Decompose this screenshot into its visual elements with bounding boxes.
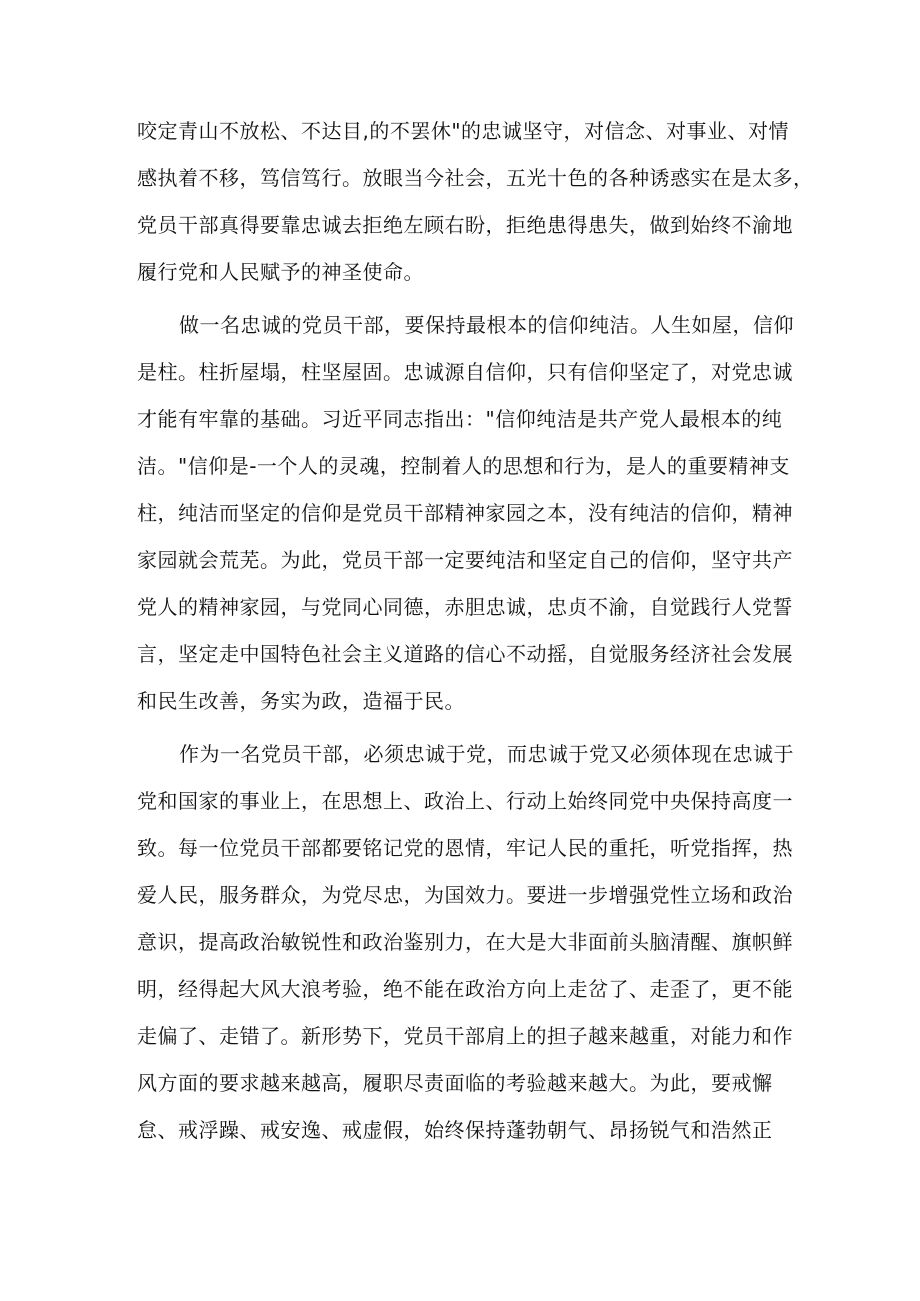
text-line: 家园就会荒芜。为此，党员干部一定要纯洁和坚定自己的信仰，坚守共产 — [137, 548, 793, 572]
text-line: 才能有牢靠的基础。习近平同志指出："信仰纯洁是共产党人最根本的纯 — [137, 407, 783, 431]
text-line: 党员干部真得要靠忠诚去拒绝左顾右盼，拒绝患得患失，做到始终不渝地 — [137, 213, 793, 237]
text-line: 意识，提高政治敏锐性和政治鉴别力，在大是大非面前头脑清醒、旗帜鲜 — [137, 930, 793, 954]
text-line: 言，坚定走中国特色社会主义道路的信心不动摇，自觉服务经济社会发展 — [137, 642, 793, 666]
text-line: 党人的精神家园，与党同心同德，赤胆忠诚，忠贞不渝，自觉践行人党誓 — [137, 595, 793, 619]
text-line: 爱人民，服务群众，为党尽忠，为国效力。要进一步增强党性立场和政治 — [137, 883, 793, 907]
text-line: 洁。"信仰是-一个人的灵魂，控制着人的思想和行为，是人的重要精神支 — [137, 454, 790, 478]
text-line: 柱，纯洁而坚定的信仰是党员干部精神家园之本，没有纯洁的信仰，精神 — [137, 501, 793, 525]
paragraph-2 — [137, 302, 794, 725]
text-line: 履行党和人民赋予的神圣使命。 — [137, 260, 424, 284]
text-line: 党和国家的事业上，在思想上、政治上、行动上始终同党中央保持高度一 — [137, 789, 793, 813]
body-text — [137, 108, 814, 1154]
paragraph-3 — [137, 731, 794, 1154]
text-line: 和民生改善，务实为政，造福于民。 — [137, 689, 465, 713]
text-line: 感执着不移，笃信笃行。放眼当今社会，五光十色的各种诱惑实在是太多， — [137, 166, 814, 190]
text-line: 怠、戒浮躁、戒安逸、戒虚假，始终保持蓬勃朝气、昂扬锐气和浩然正 — [137, 1118, 773, 1142]
text-line: 风方面的要求越来越高，履职尽责面临的考验越来越大。为此，要戒懈 — [137, 1071, 773, 1095]
text-line: 做一名忠诚的党员干部，要保持最根本的信仰纯洁。人生如屋，信仰 — [179, 313, 794, 337]
text-line: 咬定青山不放松、不达目,的不罢休"的忠诚坚守，对信念、对事业、对情 — [137, 119, 790, 143]
text-line: 明，经得起大风大浪考验，绝不能在政治方向上走岔了、走歪了，更不能 — [137, 977, 793, 1001]
text-line: 作为一名党员干部，必须忠诚于党，而忠诚于党又必须体现在忠诚于 — [179, 742, 794, 766]
text-line: 是柱。柱折屋塌，柱坚屋固。忠诚源自信仰，只有信仰坚定了，对党忠诚 — [137, 360, 793, 384]
text-line: 走偏了、走错了。新形势下，党员干部肩上的担子越来越重，对能力和作 — [137, 1024, 793, 1048]
text-line: 致。每一位党员干部都要铭记党的恩情，牢记人民的重托，听党指挥，热 — [137, 836, 793, 860]
paragraph-1 — [137, 108, 814, 296]
